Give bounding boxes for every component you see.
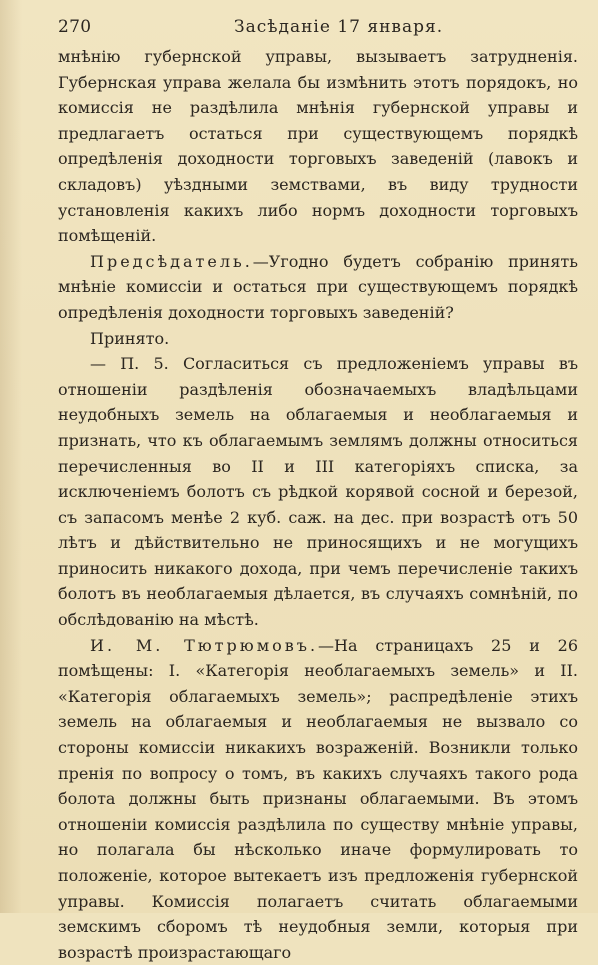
paragraph-adopted xyxy=(58,326,578,352)
speaker-name: И. М. Тютрюмовъ. xyxy=(90,635,319,655)
paragraph-chairman xyxy=(58,249,578,326)
body-text xyxy=(58,44,578,965)
paragraph-continuation xyxy=(58,44,578,249)
running-title: Засѣданіе 17 января. xyxy=(234,17,444,37)
paragraph-text: Принято. xyxy=(90,328,170,348)
paragraph-text: —На страницахъ 25 и 26 помѣщены: I. «Категорія необлагаемыхъ земель» и II. «Категорія облагаемыхъ земель»; распредѣленіе этихъ земель на облагаемыя и необлагаемыя не вызвало со стороны комиссіи никакихъ возраженій. Возникли только пренія по вопросу о томъ, въ какихъ случаяхъ такого рода болота должны быть признаны облагаемыми. Въ этомъ отношеніи комиссія раздѣлила по существу мнѣніе управы, но полагала бы нѣсколько иначе формулировать то положеніе, которое вытекаетъ изъ предложенія губернской управы. Комиссія полагаетъ считать облагаемыми земскимъ сборомъ тѣ неудобныя земли, которыя при возрастѣ произрастающаго xyxy=(58,635,578,962)
speaker-name: Предсѣдатель. xyxy=(90,251,253,271)
paragraph-text: —Угодно будетъ собранію принять мнѣніе комиссіи и остаться при существующемъ порядкѣ опредѣленія доходности торговыхъ заведеній? xyxy=(58,251,578,322)
paragraph-item-5 xyxy=(58,351,578,633)
paragraph-tyutryumov xyxy=(58,633,578,965)
paragraph-text: — П. 5. Согласиться съ предложеніемъ управы въ отношеніи раздѣленія обозначаемыхъ владѣльцами неудобныхъ земель на облагаемыя и необлагаемыя и признать, что къ облагаемымъ землямъ должны относиться перечисленныя во II и III категоріяхъ списка, за исключеніемъ болотъ съ рѣдкой корявой сосной и березой, съ запасомъ менѣе 2 куб. саж. на дес. при возрастѣ отъ 50 лѣтъ и дѣйствительно не приносящихъ и не могущихъ приносить никакого дохода, при чемъ перечисленіе такихъ болотъ въ необлагаемыя дѣлается, въ случаяхъ сомнѣній, по обслѣдованію на мѣстѣ. xyxy=(58,354,578,630)
page-header xyxy=(58,10,578,44)
page-number: 270 xyxy=(58,17,92,37)
paragraph-text: мнѣнію губернской управы, вызываетъ затрудненія. Губернская управа желала бы измѣнить этотъ порядокъ, но комиссія не раздѣлила мнѣнія губернской управы и предлагаетъ остаться при существующемъ порядкѣ опредѣленія доходности торговыхъ заведеній (лавокъ и складовъ) уѣздными земствами, въ виду трудности установленія какихъ либо нормъ доходности торговыхъ помѣщеній. xyxy=(58,47,578,246)
